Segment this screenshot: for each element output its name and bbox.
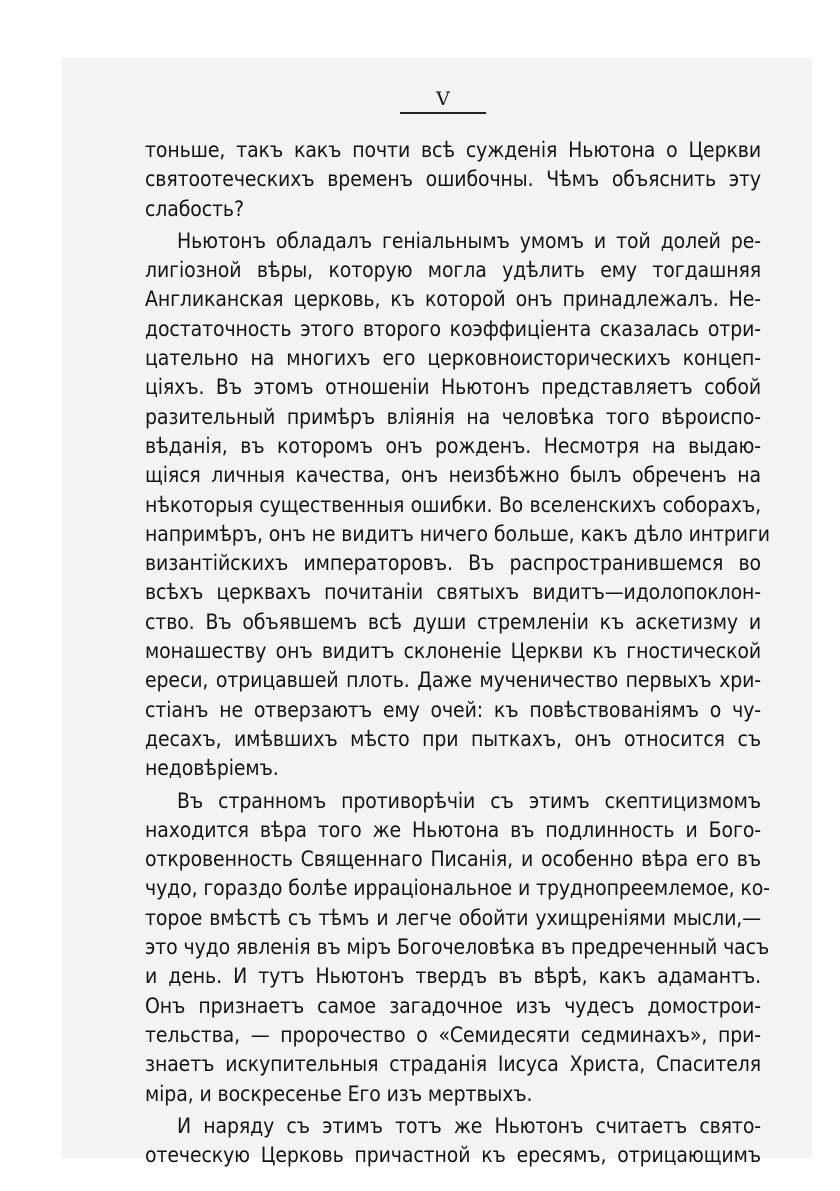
text-line: ство. Въ объявшемъ всѣ души стремленіи къ аскетизму и [145,609,761,634]
text-line: святоотеческихъ временъ ошибочны. Чѣмъ объяснить эту [145,167,761,192]
text-line: Англиканская церковь, къ которой онъ принадлежалъ. Не- [145,287,761,312]
text-line: всѣхъ церквахъ почитаніи святыхъ видитъ—идолопоклон- [145,580,761,605]
text-line: лигіозной вѣры, которую могла удѣлить ему тогдашняя [145,258,761,283]
text-line: слабость? [145,196,244,221]
text-line: монашеству онъ видитъ склоненіе Церкви къ гностической [145,639,761,664]
text-line: отеческую Церковь причастной къ ересямъ, отрицающимъ [145,1143,761,1168]
text-line: цательно на многихъ его церковноисторическихъ концеп- [145,346,761,371]
text-line: вѣданія, въ которомъ онъ рожденъ. Несмотря на выдаю- [145,433,761,458]
page-number: V [436,88,450,110]
text-line: достаточность этого второго коэффиціента сказалась отри- [145,316,761,341]
text-line: торое вмѣстѣ съ тѣмъ и легче обойти ухищреніями мысли,— [145,905,761,930]
text-line: десахъ, имѣвшихъ мѣсто при пыткахъ, онъ относится съ [145,726,761,751]
text-line: щіяся личныя качества, онъ неизбѣжно былъ обреченъ на [145,463,761,488]
text-line: ереси, отрицавшей плоть. Даже мученичество первыхъ хри- [145,668,761,693]
text-line: Въ странномъ противорѣчіи съ этимъ скептицизмомъ [177,788,761,813]
text-line: разительный примѣръ вліянія на человѣка того вѣроиспо- [145,404,761,429]
text-line: откровенность Священнаго Писанія, и особенно вѣра его въ [145,847,761,872]
text-line: недовѣріемъ. [145,756,279,781]
text-line: знаетъ искупительныя страданія Іисуса Христа, Спасителя [145,1052,761,1077]
text-line: ціяхъ. Въ этомъ отношеніи Ньютонъ представляетъ собой [145,375,761,400]
text-line: это чудо явленія въ міръ Богочеловѣка въ предреченный часъ [145,935,770,960]
text-line: находится вѣра того же Ньютона въ подлинность и Бого- [145,817,761,842]
text-line: чудо, гораздо болѣе ирраціональное и труднопреемлемое, ко- [145,876,770,901]
text-line: напримѣръ, онъ не видитъ ничего больше, какъ дѣло интриги [145,521,770,546]
text-line: Ньютонъ обладалъ геніальнымъ умомъ и той долей ре- [177,228,761,253]
text-line: тоньше, такъ какъ почти всѣ сужденія Ньютона о Церкви [145,138,761,162]
text-line: византійскихъ императоровъ. Въ распространившемся во [145,551,761,576]
text-line: тельства, — пророчество о «Семидесяти седминахъ», при- [145,1022,761,1047]
body-text [145,136,770,1170]
header-rule [400,112,486,114]
text-line: стіанъ не отверзаютъ ему очей: къ повѣствованіямъ о чу- [145,697,761,722]
text-line: Онъ признаетъ самое загадочное изъ чудесъ домострои- [145,993,761,1018]
text-line: нѣкоторыя существенныя ошибки. Во вселенскихъ соборахъ, [145,492,761,517]
text-line: И наряду съ этимъ тотъ же Ньютонъ считаетъ свято- [177,1113,761,1138]
text-line: міра, и воскресенье Его изъ мертвыхъ. [145,1081,533,1106]
text-line: и день. И тутъ Ньютонъ твердъ въ вѣрѣ, какъ адамантъ. [145,964,761,989]
